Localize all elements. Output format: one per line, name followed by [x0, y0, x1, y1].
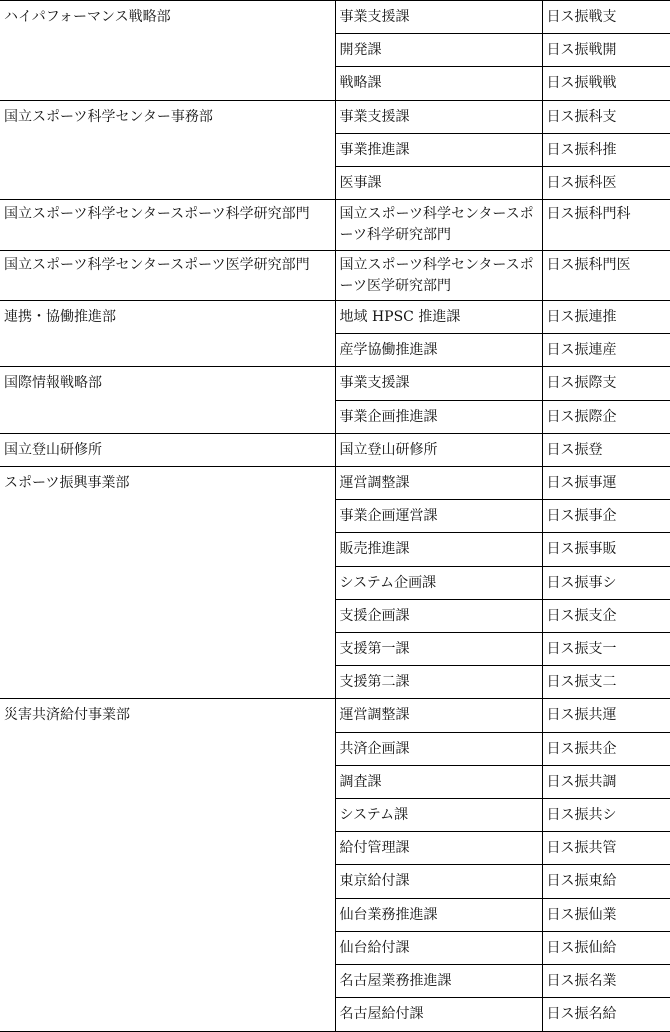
table-row — [0, 699, 670, 732]
section-cell: 事業企画運営課 — [335, 500, 542, 533]
section-cell: 事業支援課 — [335, 367, 542, 400]
table-row — [0, 100, 670, 133]
code-cell: 日ス振名給 — [542, 998, 670, 1031]
section-cell: 国立スポーツ科学センタースポーツ科学研究部門 — [335, 200, 542, 250]
section-cell: 支援企画課 — [335, 599, 542, 632]
section-cell: 医事課 — [335, 167, 542, 200]
code-cell: 日ス振事販 — [542, 533, 670, 566]
code-cell: 日ス振戦支 — [542, 1, 670, 34]
code-cell: 日ス振名業 — [542, 965, 670, 998]
code-cell: 日ス振仙業 — [542, 898, 670, 931]
code-cell: 日ス振仙給 — [542, 931, 670, 964]
code-cell: 日ス振科支 — [542, 100, 670, 133]
code-cell: 日ス振支一 — [542, 633, 670, 666]
code-cell: 日ス振共企 — [542, 732, 670, 765]
section-cell: 事業支援課 — [335, 100, 542, 133]
code-cell: 日ス振科門科 — [542, 200, 670, 250]
department-cell: 国立スポーツ科学センタースポーツ医学研究部門 — [0, 250, 335, 300]
code-cell: 日ス振連推 — [542, 301, 670, 334]
section-cell: 産学協働推進課 — [335, 334, 542, 367]
section-cell: 事業企画推進課 — [335, 400, 542, 433]
code-cell: 日ス振科推 — [542, 133, 670, 166]
code-cell: 日ス振科医 — [542, 167, 670, 200]
code-cell: 日ス振際支 — [542, 367, 670, 400]
code-cell: 日ス振連産 — [542, 334, 670, 367]
section-cell: 名古屋業務推進課 — [335, 965, 542, 998]
section-cell: 地域 HPSC 推進課 — [335, 301, 542, 334]
code-cell: 日ス振支企 — [542, 599, 670, 632]
code-cell: 日ス振共管 — [542, 832, 670, 865]
section-cell: 国立スポーツ科学センタースポーツ医学研究部門 — [335, 250, 542, 300]
code-cell: 日ス振事運 — [542, 467, 670, 500]
code-cell: 日ス振際企 — [542, 400, 670, 433]
section-cell: 運営調整課 — [335, 699, 542, 732]
section-cell: 仙台業務推進課 — [335, 898, 542, 931]
code-cell: 日ス振東給 — [542, 865, 670, 898]
code-cell: 日ス振共シ — [542, 799, 670, 832]
code-cell: 日ス振共運 — [542, 699, 670, 732]
department-cell: 連携・協働推進部 — [0, 301, 335, 367]
section-cell: 支援第二課 — [335, 666, 542, 699]
section-cell: 共済企画課 — [335, 732, 542, 765]
department-cell: 国立スポーツ科学センタースポーツ科学研究部門 — [0, 200, 335, 250]
section-cell: 開発課 — [335, 34, 542, 67]
section-cell: 名古屋給付課 — [335, 998, 542, 1031]
code-cell: 日ス振登 — [542, 433, 670, 466]
code-cell: 日ス振戦開 — [542, 34, 670, 67]
code-cell: 日ス振共調 — [542, 765, 670, 798]
section-cell: 仙台給付課 — [335, 931, 542, 964]
section-cell: 事業支援課 — [335, 1, 542, 34]
table-row — [0, 367, 670, 400]
section-cell: システム企画課 — [335, 566, 542, 599]
table-row — [0, 467, 670, 500]
table-row — [0, 301, 670, 334]
department-cell: 国立登山研修所 — [0, 433, 335, 466]
section-cell: 東京給付課 — [335, 865, 542, 898]
department-cell: 国際情報戦略部 — [0, 367, 335, 433]
section-cell: 販売推進課 — [335, 533, 542, 566]
section-cell: システム課 — [335, 799, 542, 832]
section-cell: 国立登山研修所 — [335, 433, 542, 466]
section-cell: 事業推進課 — [335, 133, 542, 166]
code-cell: 日ス振戦戦 — [542, 67, 670, 100]
department-cell: スポーツ振興事業部 — [0, 467, 335, 699]
section-cell: 調査課 — [335, 765, 542, 798]
table-row — [0, 250, 670, 300]
section-cell: 給付管理課 — [335, 832, 542, 865]
department-cell: ハイパフォーマンス戦略部 — [0, 1, 335, 101]
code-cell: 日ス振事シ — [542, 566, 670, 599]
section-cell: 支援第一課 — [335, 633, 542, 666]
department-cell: 国立スポーツ科学センター事務部 — [0, 100, 335, 200]
table-row — [0, 433, 670, 466]
table-row — [0, 200, 670, 250]
department-cell: 災害共済給付事業部 — [0, 699, 335, 1031]
code-cell: 日ス振事企 — [542, 500, 670, 533]
code-cell: 日ス振科門医 — [542, 250, 670, 300]
section-cell: 戦略課 — [335, 67, 542, 100]
table-row — [0, 1, 670, 34]
code-cell: 日ス振支二 — [542, 666, 670, 699]
section-cell: 運営調整課 — [335, 467, 542, 500]
